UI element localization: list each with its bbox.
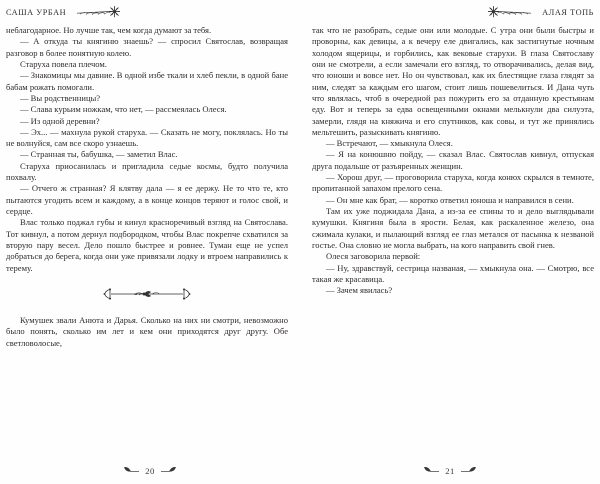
paragraph: — Эх... — махнула рукой старуха. — Сказать не могу, поклялась. Но ты не волнуйся, сам все скоро узнаешь.	[6, 126, 288, 149]
paragraph: — Вы родственницы?	[20, 92, 101, 103]
section-divider-ornament	[99, 286, 195, 302]
leaf-ornament-left	[423, 465, 440, 476]
leaf-ornament-left	[123, 465, 140, 476]
paragraph: Олеся заговорила первой:	[326, 251, 421, 262]
paragraph: так что не разобрать, седые они или молодые. С утра они были быстры и проворны, как девицы, а к вечеру еле двигались, как застигнутые ночным холодом ящерицы, и горбились, как вековые старухи. В глаза Святославу они не смотрели, а если замечали его взгляд, то отворачивались, делая вид, что юноши и вовсе нет. Но он чувствовал, как их блестящие глаза глядят за ним, следят за каждым его шагом, стоит лишь пошевелиться. И Дана чуть что являлась, чтоб в очередной раз пожурить его за отданную крестьянам еду. Вот и теперь за едва освещенными окнами мелькнули два силуэта, замерли, глядя на княжича и его спутников, как совы, и тут же принялись мельтешить, разыскивать княгиню.	[312, 25, 594, 137]
left-running-head	[6, 5, 288, 19]
right-running-head	[312, 5, 594, 19]
leaf-ornament-right	[460, 465, 477, 476]
flourish-ornament	[476, 6, 532, 18]
left-running-head-title: САША УРБАН	[6, 7, 67, 17]
paragraph: Старуха приосанилась и пригладила седые космы, будто получила похвалу.	[6, 160, 288, 183]
right-page	[300, 0, 600, 484]
left-page-folio	[0, 465, 300, 476]
paragraph: Там их уже поджидала Дана, а из-за ее спины то и дело выглядывали кумушки. Княгиня была в ярости. Белая, как раскаленное железо, она сжимала кулаки, и пылающий взгляд ее глаз метался от пасынка к незваной гостье. Она словно не могла выбрать, на кого направить свой гнев.	[312, 206, 594, 250]
paragraph: — А откуда ты княгиню знаешь? — спросил Святослав, возвращая разговор в более понятную колею.	[6, 36, 288, 58]
paragraph: — Отчего ж странная? Я клятву дала — я ее держу. Не то что те, кто пытаются угодить всем и каждому, а в конце концов теряют и голос свой, и сердце.	[6, 183, 288, 216]
paragraph: Влас только поджал губы и кинул красноречивый взгляд на Святослава. Тот кивнул, а потом дернул подбородком, чтобы Влас покрепче схватился за вторую пару весел. Дело пошло быстрее и ровнее. Туман еще не успел добраться до берега, когда они уже привязали лодку и втроем направились к терему.	[6, 217, 288, 273]
paragraph: Старуха повела плечом.	[20, 58, 107, 69]
flourish-ornament	[76, 6, 132, 18]
page-number: 21	[445, 465, 455, 476]
right-page-folio	[300, 465, 600, 476]
right-running-head-title: АЛАЯ ТОПЬ	[542, 7, 594, 17]
paragraph: — Хорош друг, — проговорила старуха, когда конюх скрылся в темноте, пропитанной запахом прелого сена.	[312, 172, 594, 194]
paragraph: — Из одной деревни?	[20, 115, 100, 126]
paragraph: — Знакомицы мы давние. В одной избе ткали и хлеб пекли, в одной бане бабам рожать помогали.	[6, 70, 288, 92]
right-page-body	[312, 25, 594, 297]
paragraph: — Я на конюшню пойду, — сказал Влас. Святослав кивнул, отпуская друга подальше от разъяренных женщин.	[312, 149, 594, 171]
paragraph: — Слава курьим ножкам, что нет, — рассмеялась Олеся.	[20, 104, 227, 115]
paragraph: — Встречают, — хмыкнула Олеся.	[326, 138, 453, 149]
left-page-body	[6, 25, 288, 349]
paragraph: Кумушек звали Анюта и Дарья. Сколько на них ни смотри, невозможно было понять, сколько им лет и кем они приходятся друг другу. Обе светловолосые,	[6, 314, 288, 348]
paragraph: — Странная ты, бабушка, — заметил Влас.	[20, 149, 178, 160]
paragraph: — Ну, здравствуй, сестрица названая, — хмыкнула она. — Смотрю, все такая же красавица.	[312, 262, 594, 284]
paragraph: — Он мне как брат, — коротко ответил юноша и направился в сени.	[326, 194, 574, 205]
page-number: 20	[145, 465, 155, 476]
leaf-ornament-right	[160, 465, 177, 476]
paragraph: — Зачем явилась?	[326, 285, 393, 296]
paragraph: неблагодарное. Но лучше так, чем когда думают за тебя.	[6, 25, 212, 35]
